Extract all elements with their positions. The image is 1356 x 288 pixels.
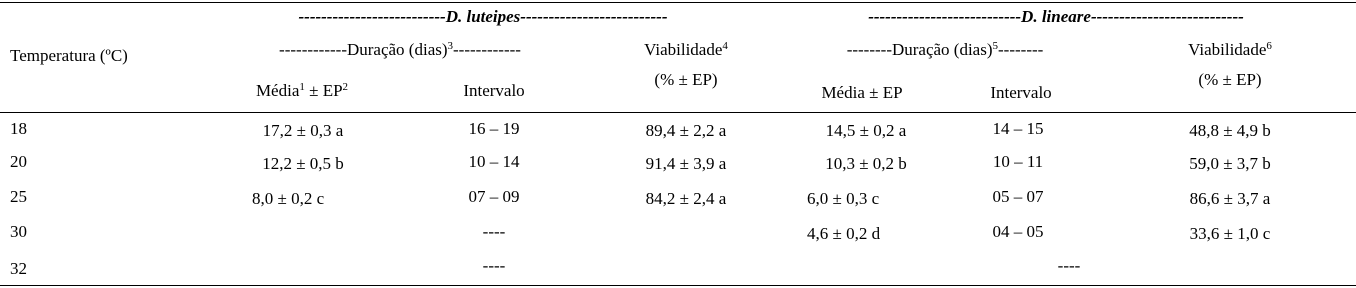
header-viabilidade-lineare: Viabilidade$^6$	[1188, 40, 1272, 59]
cell-temp: 32	[10, 259, 27, 278]
table-top-rule	[0, 2, 1356, 3]
cell-luteipes-media: 17,2 ± 0,3 a	[262, 121, 344, 140]
cell-lineare-viabilidade: 48,8 ± 4,9 b	[1189, 121, 1271, 140]
cell-lineare-media: 4,6 ± 0,2 d	[807, 224, 881, 243]
header-rule	[0, 112, 1356, 113]
cell-luteipes-media: 8,0 ± 0,2 c	[252, 189, 325, 208]
header-viabilidade-lineare-unit: (% ± EP)	[1198, 70, 1262, 89]
cell-luteipes-viabilidade: 84,2 ± 2,4 a	[645, 189, 727, 208]
cell-lineare-media: 10,3 ± 0,2 b	[825, 154, 907, 173]
cell-temp: 25	[10, 187, 27, 206]
header-intervalo-luteipes: Intervalo	[463, 81, 525, 100]
cell-lineare-intervalo: 05 – 07	[992, 187, 1044, 206]
cell-luteipes-intervalo: ----	[482, 256, 506, 275]
cell-lineare-viabilidade: 86,6 ± 3,7 a	[1189, 189, 1271, 208]
cell-lineare-viabilidade: 59,0 ± 3,7 b	[1189, 154, 1271, 173]
header-duracao-luteipes: ------------Duração (dias)$^3$------------	[279, 40, 521, 59]
cell-luteipes-intervalo: 10 – 14	[468, 152, 520, 171]
cell-luteipes-viabilidade: 91,4 ± 3,9 a	[645, 154, 727, 173]
cell-lineare-intervalo: 14 – 15	[992, 119, 1044, 138]
header-media-luteipes: Média$^1$ ± $EP^2$	[255, 81, 349, 100]
cell-temp: 30	[10, 222, 27, 241]
cell-temp: 20	[10, 152, 27, 171]
header-duracao-lineare: --------Duração (dias)$^5$--------	[846, 40, 1044, 59]
cell-luteipes-viabilidade: 89,4 ± 2,2 a	[645, 121, 727, 140]
cell-lineare-media: 14,5 ± 0,2 a	[825, 121, 907, 140]
cell-lineare-media: 6,0 ± 0,3 c	[807, 189, 880, 208]
cell-luteipes-intervalo: 07 – 09	[468, 187, 520, 206]
group-header-d-luteipes: --------------------------D. luteipes--------------------------	[298, 7, 668, 26]
cell-lineare-intervalo: 04 – 05	[992, 222, 1044, 241]
cell-lineare-intervalo: 10 – 11	[992, 152, 1044, 171]
header-temperature: Temperatura (ºC)	[10, 46, 128, 65]
header-media-lineare: Média ± EP	[821, 83, 903, 102]
group-header-d-lineare: ---------------------------D. lineare---------------------------	[868, 7, 1244, 26]
cell-luteipes-intervalo: ----	[482, 222, 506, 241]
cell-lineare-intervalo: ----	[1057, 256, 1081, 275]
cell-luteipes-media: 12,2 ± 0,5 b	[262, 154, 344, 173]
cell-lineare-viabilidade: 33,6 ± 1,0 c	[1189, 224, 1271, 243]
table-bottom-rule	[0, 285, 1356, 286]
header-intervalo-lineare: Intervalo	[990, 83, 1052, 102]
cell-temp: 18	[10, 119, 27, 138]
header-viabilidade-luteipes-unit: (% ± EP)	[654, 70, 718, 89]
header-viabilidade-luteipes: Viabilidade$^4$	[644, 40, 728, 59]
cell-luteipes-intervalo: 16 – 19	[468, 119, 520, 138]
